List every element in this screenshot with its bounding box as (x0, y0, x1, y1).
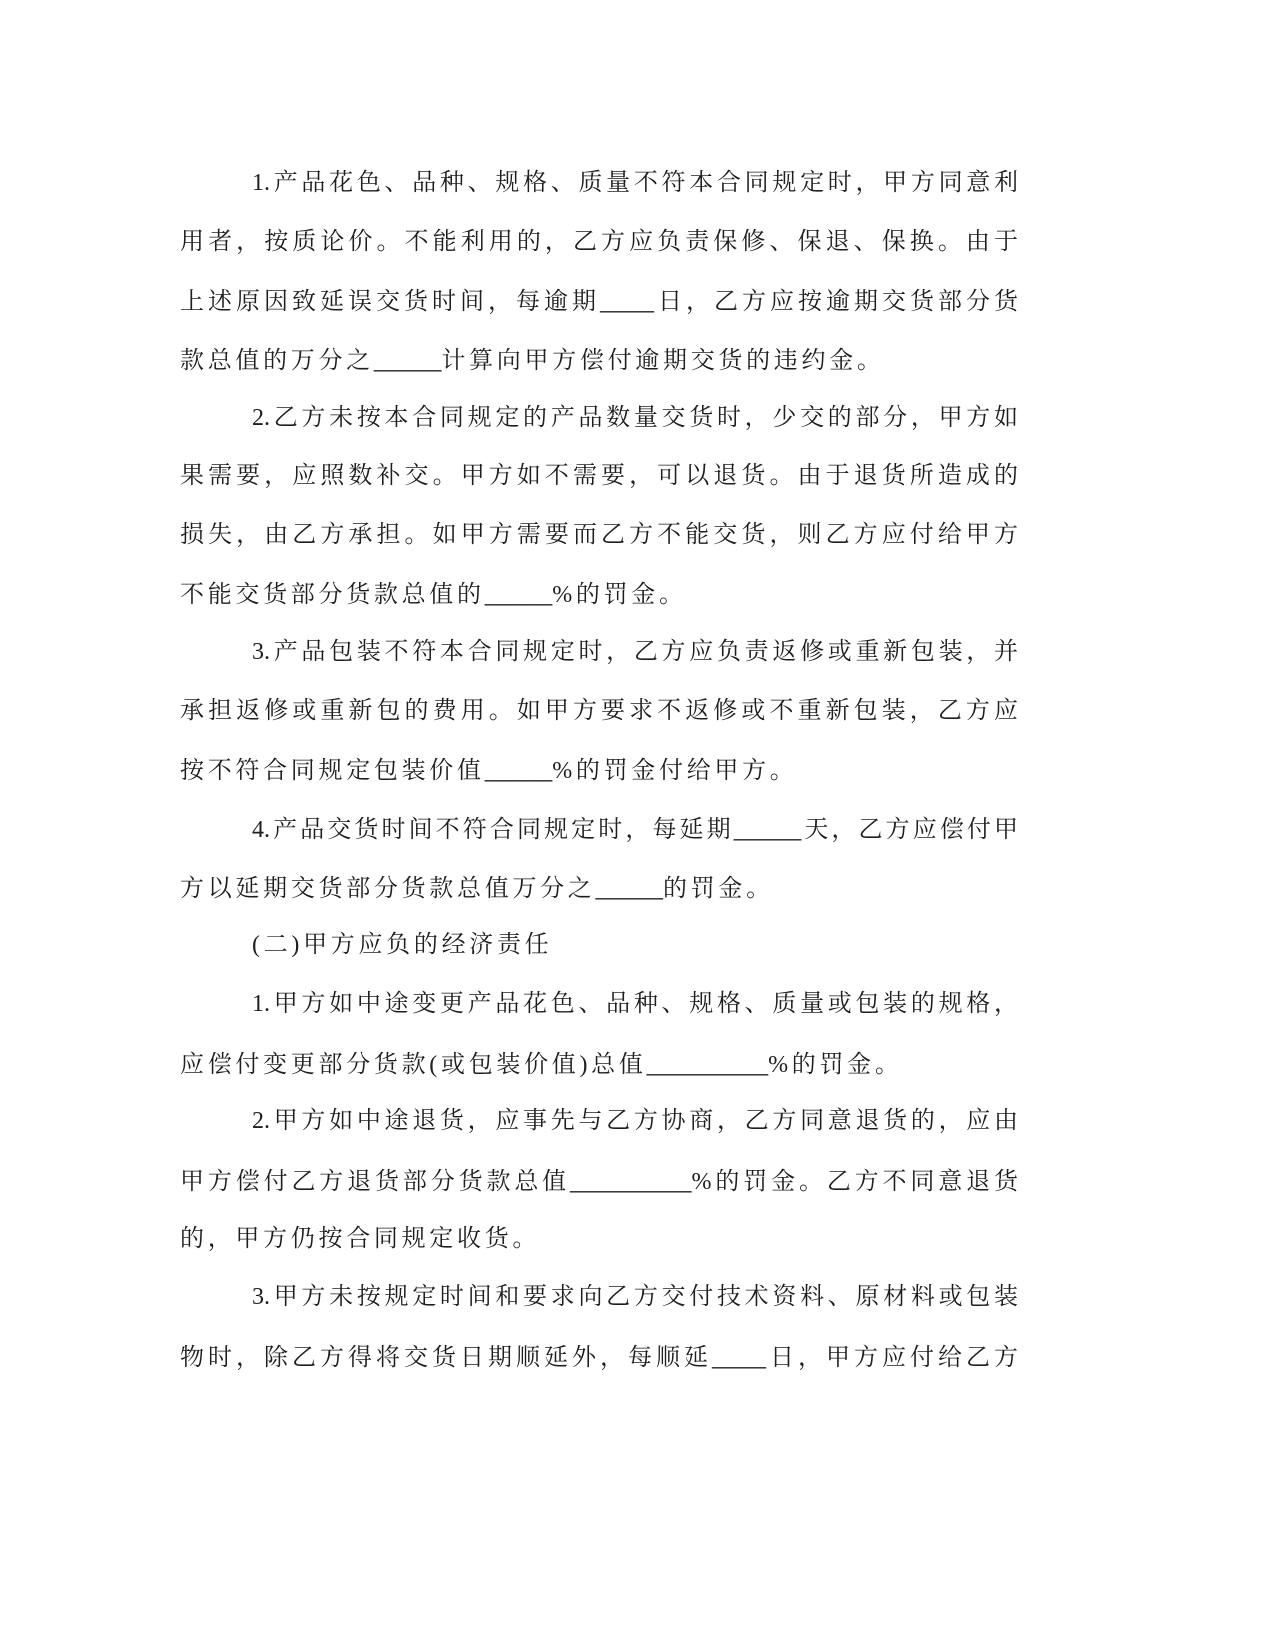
text-line: 4.产品交货时间不符合同规定时，每延期_____天，乙方应偿付甲 (252, 813, 1019, 844)
clause-buyer-return (180, 1092, 1018, 1268)
clause-seller-quality (180, 154, 1018, 389)
text-line: 3.甲方未按规定时间和要求向乙方交付技术资料、原材料或包装 (252, 1284, 1018, 1311)
document-page (180, 154, 1018, 1385)
fill-in-blank: _____ (733, 813, 802, 844)
clause-buyer-change (180, 975, 1018, 1092)
fill-in-blank: ____ (712, 1340, 766, 1371)
text-line: 甲方偿付乙方退货部分货款总值_________%的罚金。乙方不同意退货 (180, 1164, 1018, 1195)
fill-in-blank: _________ (570, 1164, 692, 1195)
text-line: 2.甲方如中途退货，应事先与乙方协商，乙方同意退货的，应由 (252, 1108, 1018, 1135)
clause-seller-quantity (180, 389, 1018, 624)
text-line: 应偿付变更部分货款(或包装价值)总值_________%的罚金。 (180, 1047, 903, 1078)
text-line: 用者，按质论价。不能利用的，乙方应负责保修、保退、保换。由于 (180, 228, 1018, 255)
text-line: 上述原因致延误交货时间，每逾期____日，乙方应按逾期交货部分货 (180, 285, 1018, 316)
text-line: 1.甲方如中途变更产品花色、品种、规格、质量或包装的规格， (252, 990, 1018, 1017)
fill-in-blank: _________ (646, 1047, 769, 1078)
fill-in-blank: _____ (595, 871, 663, 902)
fill-in-blank: _____ (484, 578, 553, 609)
text-line: 物时，除乙方得将交货日期顺延外，每顺延____日，甲方应付给乙方 (180, 1340, 1018, 1371)
text-line: 损失，由乙方承担。如甲方需要而乙方不能交货，则乙方应付给甲方 (180, 521, 1018, 548)
text-line: 2.乙方未按本合同规定的产品数量交货时，少交的部分，甲方如 (252, 404, 1018, 431)
text-line: 不能交货部分货款总值的_____%的罚金。 (180, 578, 687, 609)
text-line: 款总值的万分之_____计算向甲方偿付逾期交货的违约金。 (180, 343, 885, 374)
section-heading: (二)甲方应负的经济责任 (252, 932, 553, 959)
clause-seller-delivery-time (180, 799, 1018, 916)
text-line: 3.产品包装不符本合同规定时，乙方应负责返修或重新包装，并 (252, 639, 1018, 666)
text-line: 方以延期交货部分货款总值万分之_____的罚金。 (180, 871, 774, 902)
text-line: 承担返修或重新包的费用。如甲方要求不返修或不重新包装，乙方应 (180, 697, 1018, 724)
fill-in-blank: _____ (484, 754, 553, 785)
clause-seller-packaging (180, 623, 1018, 799)
text-line: 果需要，应照数补交。甲方如不需要，可以退货。由于退货所造成的 (180, 463, 1018, 490)
text-line: 的，甲方仍按合同规定收货。 (180, 1225, 541, 1252)
text-line: 按不符合同规定包装价值_____%的罚金付给甲方。 (180, 754, 798, 785)
section-heading-buyer-liability (180, 916, 1018, 975)
fill-in-blank: _____ (373, 343, 442, 374)
text-line: 1.产品花色、品种、规格、质量不符本合同规定时，甲方同意利 (252, 170, 1018, 196)
fill-in-blank: ____ (600, 285, 654, 316)
clause-buyer-materials (180, 1268, 1018, 1385)
